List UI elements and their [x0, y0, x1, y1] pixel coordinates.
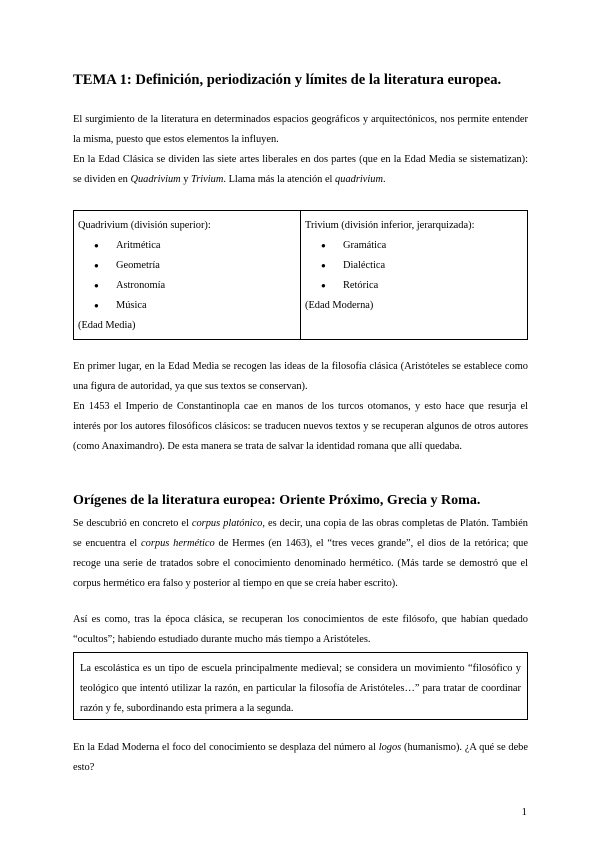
list-item: ● Geometría — [116, 256, 296, 276]
section-paragraph-2: Así es como, tras la época clásica, se recuperan los conocimientos de este filósofo, que habían quedado “ocultos”; habiendo estudiado durante mucho más tiempo a Aristóteles. — [73, 614, 528, 645]
intro-paragraph-2: En la Edad Clásica se dividen las siete artes liberales en dos partes (que en la Edad Media se sistematizan): se dividen en Quadrivium y Trivium. Llama más la atención el quadrivium. — [73, 154, 528, 185]
list-item: ● Retórica — [343, 276, 523, 296]
trivium-column — [300, 211, 527, 339]
quadrivium-heading: Quadrivium (división superior): — [78, 220, 211, 231]
list-item: ● Música — [116, 296, 296, 316]
quadrivium-list — [78, 236, 296, 316]
page-number: 1 — [521, 806, 527, 818]
trivium-list — [305, 236, 523, 296]
arts-table — [73, 210, 528, 340]
middle-paragraph-1: En primer lugar, en la Edad Media se recogen las ideas de la filosofía clásica (Aristóteles se establece como una figura de autoridad, ya que sus textos se conservan). — [73, 361, 528, 392]
list-item: ● Aritmética — [116, 236, 296, 256]
scholasticism-quote-box: La escolástica es un tipo de escuela principalmente medieval; se considera un movimiento “filosófico y teológico que intentó utilizar la razón, en particular la filosofía de Aristóteles…” para tratar de coordinar razón y fe, subordinando esta primera a la segunda. — [73, 652, 528, 720]
list-item: ● Astronomía — [116, 276, 296, 296]
section-paragraph-3: En la Edad Moderna el foco del conocimiento se desplaza del número al logos (humanismo). ¿A qué se debe esto? — [73, 742, 528, 773]
intro-paragraph-1: El surgimiento de la literatura en determinados espacios geográficos y arquitectónicos, nos permite entender la misma, puesto que estos elementos la influyen. — [73, 114, 528, 145]
trivium-heading: Trivium (división inferior, jerarquizada): — [305, 220, 475, 231]
middle-paragraph-2: En 1453 el Imperio de Constantinopla cae en manos de los turcos otomanos, y esto hace que resurja el interés por los autores filosóficos clásicos: se traducen nuevos textos y se recuperan algunos de otros autores (como Anaximandro). De esta manera se trata de salvar la identidad romana que allí quedaba. — [73, 401, 528, 452]
section-heading: Orígenes de la literatura europea: Oriente Próximo, Grecia y Roma. — [73, 493, 481, 508]
quadrivium-column — [74, 211, 300, 339]
quadrivium-period: (Edad Media) — [78, 320, 136, 331]
trivium-period: (Edad Moderna) — [305, 300, 374, 311]
list-item: ● Gramática — [343, 236, 523, 256]
list-item: ● Dialéctica — [343, 256, 523, 276]
section-paragraph-1: Se descubrió en concreto el corpus platónico, es decir, una copia de las obras completas de Platón. También se encuentra el corpus hermético de Hermes (en 1463), el “tres veces grande”, el dios de la retórica; que recoge una serie de tratados sobre el conocimiento denominado hermético. (Más tarde se demostró que el corpus hermético era falso y posterior al tiempo en que se creía haber escrito). — [73, 518, 528, 589]
page-title: TEMA 1: Definición, periodización y límites de la literatura europea. — [73, 72, 502, 88]
